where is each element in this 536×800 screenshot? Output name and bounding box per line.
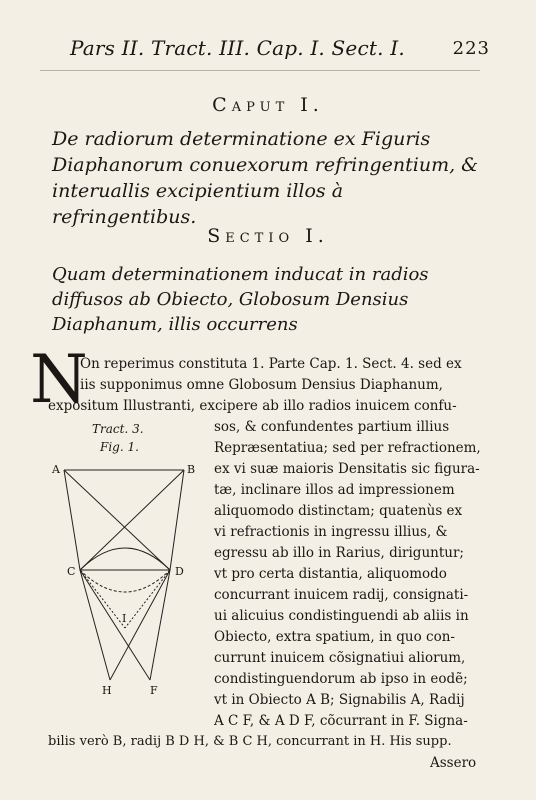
figure-tract-label: Tract. 3. [92, 422, 144, 436]
body-line: Obiecto, extra spatium, in quo con- [214, 629, 455, 645]
body-line: vt in Obiecto A B; Signabilis A, Radij [214, 692, 465, 708]
section-title: Sectio I. [207, 225, 329, 247]
body-line: currunt inuicem cõsignatiui aliorum, [214, 650, 466, 666]
point-label-h: H [102, 684, 112, 697]
page-number: 223 [452, 38, 490, 59]
body-line: aliquomodo distinctam; quatenùs ex [214, 503, 463, 519]
body-line: ex vi suæ maioris Densitatis sic figura- [214, 461, 480, 477]
body-line: bilis verò B, radij B D H, & B C H, concurrant in H. His supp. [48, 734, 452, 749]
body-line: On reperimus constituta 1. Parte Cap. 1. Sect. 4. sed ex [80, 356, 462, 372]
point-label-i: I [122, 612, 127, 625]
geometric-figure [50, 418, 210, 718]
body-line: iis supponimus omne Globosum Densius Diaphanum, [80, 377, 443, 393]
body-line: concurrant inuicem radij, consignati- [214, 587, 469, 603]
point-label-b: B [187, 463, 196, 476]
body-line: vi refractionis in ingressu illius, & [214, 524, 448, 540]
body-line: sos, & confundentes partium illius [214, 419, 450, 435]
body-line: expositum Illustranti, excipere ab illo radios inuicem confu- [48, 398, 457, 414]
catchword: Assero [430, 755, 477, 771]
body-line: egressu ab illo in Rarius, diriguntur; [214, 545, 464, 561]
point-label-f: F [150, 684, 158, 697]
running-head-title: Pars II. Tract. III. Cap. I. Sect. I. [70, 36, 405, 60]
chapter-heading: De radiorum determinatione ex Figuris Diaphanorum conuexorum refringentium, & interuallis excipientium illos à refringentibus. [52, 128, 479, 228]
body-line: condistinguendorum ab ipso in eodẽ; [214, 671, 468, 687]
point-label-d: D [175, 565, 184, 578]
point-label-a: A [52, 463, 60, 476]
body-line: A C F, & A D F, cõcurrant in F. Signa- [214, 713, 468, 729]
body-line: tæ, inclinare illos ad impressionem [214, 482, 455, 498]
point-label-c: C [67, 565, 76, 578]
drop-cap: N [30, 341, 88, 418]
body-line: Repræsentatiua; sed per refractionem, [214, 440, 481, 456]
body-line: vt pro certa distantia, aliquomodo [214, 566, 447, 582]
chapter-title: Caput I. [212, 94, 324, 116]
body-line: ui alicuius condistinguendi ab aliis in [214, 608, 469, 624]
section-heading: Quam determinationem inducat in radios diffusos ab Obiecto, Globosum Densius Diaphanum, illis occurrens [52, 264, 429, 335]
figure-number-label: Fig. 1. [100, 440, 139, 454]
